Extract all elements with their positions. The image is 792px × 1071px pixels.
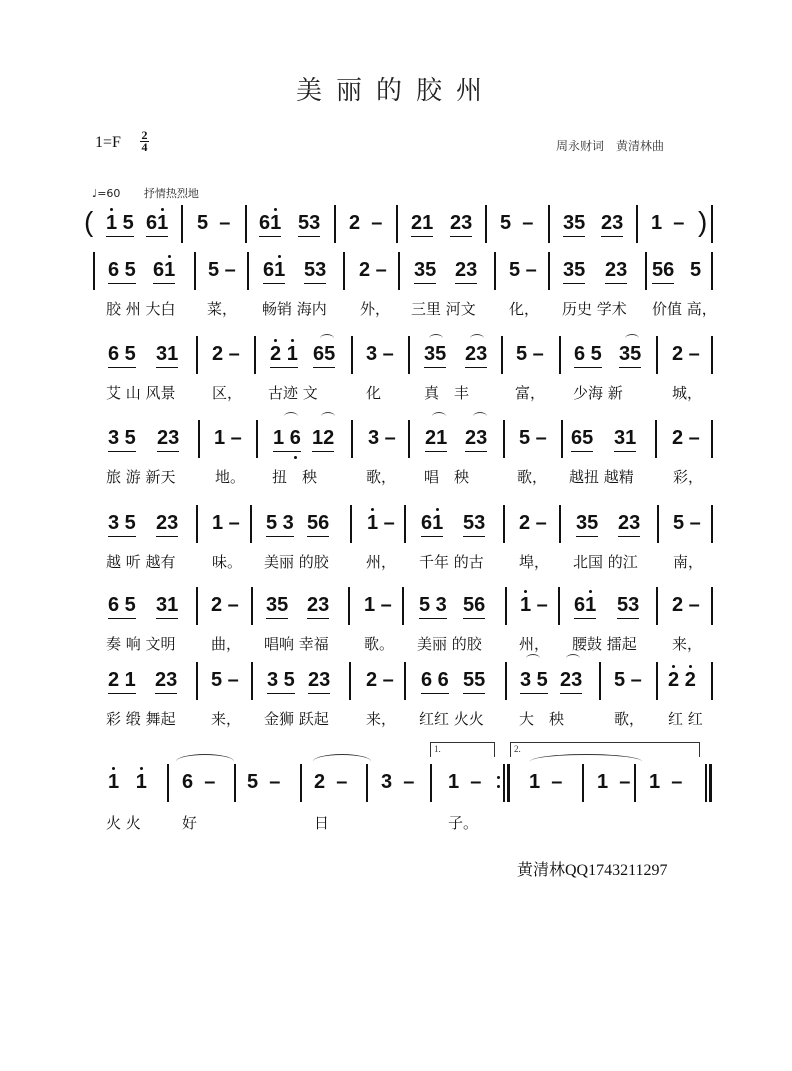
lyric: 历史 学术 <box>562 300 627 318</box>
note-group: 65 <box>313 342 335 368</box>
barline <box>251 587 253 625</box>
slur <box>432 412 446 421</box>
note-group: 21 <box>411 211 433 237</box>
lyric: 歌， <box>366 468 397 486</box>
barline <box>548 252 550 290</box>
note-group: 61 <box>421 511 443 537</box>
barline <box>430 764 432 802</box>
lyric: 金狮 跃起 <box>264 710 329 728</box>
note-group: 2 – <box>672 427 700 449</box>
lyric: 红红 火火 <box>419 710 484 728</box>
barline <box>194 252 196 290</box>
note-group: 23 <box>618 511 640 537</box>
note-group: 1 – <box>212 512 240 534</box>
tie <box>530 754 642 769</box>
note-group: 6 5 <box>108 593 136 619</box>
lyric: 日 <box>314 814 330 832</box>
note-group: 3 5 <box>108 426 136 452</box>
note-group: 6 5 <box>108 342 136 368</box>
barline <box>559 336 561 374</box>
slur <box>320 334 334 343</box>
lyric: 越 听 越有 <box>106 553 176 571</box>
barline <box>196 505 198 543</box>
lyric: 来， <box>366 710 397 728</box>
barline <box>505 662 507 700</box>
barline <box>196 587 198 625</box>
barline <box>256 420 258 458</box>
note-group: 1 – <box>520 594 548 616</box>
barline <box>351 420 353 458</box>
barline <box>561 420 563 458</box>
barline <box>711 587 713 625</box>
barline <box>198 420 200 458</box>
note-group: 35 <box>266 593 288 619</box>
barline <box>548 205 550 243</box>
barline <box>634 764 636 802</box>
credits: 周永财词 黄清林曲 <box>556 139 665 153</box>
lyric: 旅 游 新天 <box>106 468 176 486</box>
note-group: 2 – <box>519 512 547 534</box>
lyric: 美丽 的胶 <box>264 553 329 571</box>
barline <box>645 252 647 290</box>
note-group: 23 <box>601 211 623 237</box>
note-group: 53 <box>304 258 326 284</box>
lyric: 彩 缎 舞起 <box>106 710 176 728</box>
note-group: 5 – <box>197 212 231 234</box>
staff-row-2 <box>0 252 792 322</box>
note-group: 23 <box>455 258 477 284</box>
note-group: 5 – <box>614 669 642 691</box>
lyric: 州， <box>519 635 550 653</box>
note-group: 61 <box>153 258 175 284</box>
staff-row-3 <box>0 336 792 406</box>
barline <box>196 336 198 374</box>
barline <box>404 505 406 543</box>
staff-row-6 <box>0 587 792 657</box>
note-group: 31 <box>614 426 636 452</box>
lyric: 曲， <box>211 635 242 653</box>
barline <box>711 336 713 374</box>
time-top: 2 <box>141 128 148 142</box>
note-group: 31 <box>156 342 178 368</box>
note-group: 55 <box>463 668 485 694</box>
slur <box>429 334 443 343</box>
slur <box>284 412 298 421</box>
tempo-expression: 抒情热烈地 <box>143 187 199 200</box>
staff-row-4 <box>0 420 792 490</box>
barline <box>245 205 247 243</box>
note-group: 5 – <box>509 259 537 281</box>
barline <box>196 662 198 700</box>
open-paren: ( <box>84 206 94 237</box>
note-group: 5 – <box>519 427 547 449</box>
note-group: 5 – <box>500 212 534 234</box>
slur <box>625 334 639 343</box>
note-group: 3 5 <box>108 511 136 537</box>
barline <box>334 205 336 243</box>
barline <box>366 764 368 802</box>
song-title: 美丽的胶州 <box>295 76 496 106</box>
lyric: 三里 河文 <box>411 300 476 318</box>
lyric: 价值 高， <box>652 300 717 318</box>
note-group: 35 <box>414 258 436 284</box>
lyric: 艾 山 风景 <box>106 384 176 402</box>
note-group: 2 – <box>212 343 240 365</box>
note-group: 56 <box>307 511 329 537</box>
lyric: 歌。 <box>364 635 395 653</box>
lyric: 好 <box>182 814 198 832</box>
slur <box>473 412 487 421</box>
barline <box>558 587 560 625</box>
barline <box>711 252 713 290</box>
lyric: 歌， <box>614 710 645 728</box>
note-group: 23 <box>155 668 177 694</box>
lyric: 歌， <box>517 468 548 486</box>
note-group: 23 <box>450 211 472 237</box>
barline <box>408 336 410 374</box>
lyric: 化， <box>509 300 540 318</box>
lyric: 子。 <box>448 814 479 832</box>
close-paren: ) <box>698 206 708 237</box>
note-group: 2 1 <box>270 342 298 368</box>
lyric: 味。 <box>212 553 243 571</box>
lyric: 胶 州 大白 <box>106 300 176 318</box>
lyric: 城， <box>672 384 703 402</box>
staff-row-8 <box>0 744 792 834</box>
note-group: 6 5 <box>574 342 602 368</box>
barline <box>582 764 584 802</box>
repeat-barline <box>507 764 510 802</box>
barline <box>656 587 658 625</box>
lyric: 彩， <box>673 468 704 486</box>
note-group: 23 <box>560 668 582 694</box>
note-group: 1 5 <box>106 211 134 237</box>
barline <box>408 420 410 458</box>
lyric: 火 火 <box>106 814 141 832</box>
note-group: 31 <box>156 593 178 619</box>
note-group: 53 <box>463 511 485 537</box>
barline <box>636 205 638 243</box>
lyric: 地。 <box>215 468 246 486</box>
note-group: 6 – <box>182 771 216 793</box>
lyric: 州， <box>366 553 397 571</box>
barline <box>559 505 561 543</box>
note-group: 23 <box>605 258 627 284</box>
barline <box>656 662 658 700</box>
note-group: 12 <box>312 426 334 452</box>
barline <box>251 662 253 700</box>
lyric: 千年 的古 <box>419 553 484 571</box>
barline <box>404 662 406 700</box>
barline <box>711 505 713 543</box>
barline <box>656 336 658 374</box>
barline <box>711 420 713 458</box>
lyric: 来， <box>211 710 242 728</box>
staff-row-5 <box>0 505 792 575</box>
lyric: 来， <box>672 635 703 653</box>
tie <box>313 754 371 769</box>
volta-1 <box>430 742 495 757</box>
barline <box>181 205 183 243</box>
note-group: 1 – <box>597 771 631 793</box>
slur <box>321 412 335 421</box>
tie <box>176 754 234 769</box>
note-group: 35 <box>563 211 585 237</box>
lyric: 少海 新 <box>573 384 623 402</box>
volta-1-label: 1. <box>434 744 441 754</box>
note-group: 56 <box>463 593 485 619</box>
note-group: 35 <box>424 342 446 368</box>
barline <box>501 336 503 374</box>
note-group: 53 <box>298 211 320 237</box>
time-bottom: 4 <box>141 140 148 154</box>
lyric: 埠， <box>519 553 550 571</box>
barline <box>494 252 496 290</box>
barline <box>711 662 713 700</box>
barline <box>398 252 400 290</box>
volta-2-label: 2. <box>514 744 521 754</box>
note-group: 6 6 <box>421 668 449 694</box>
barline <box>505 587 507 625</box>
barline <box>503 505 505 543</box>
barline <box>657 505 659 543</box>
barline <box>349 662 351 700</box>
note-group: 2 – <box>314 771 348 793</box>
note-group: 23 <box>157 426 179 452</box>
note-group: 3 – <box>381 771 415 793</box>
note-group: 2 – <box>366 669 394 691</box>
barline <box>655 420 657 458</box>
note-group: 2 1 <box>108 668 136 694</box>
lyric: 化 <box>366 384 382 402</box>
note-group: 1 1 <box>108 771 147 793</box>
barline <box>503 764 505 802</box>
barline <box>485 205 487 243</box>
slur <box>566 654 580 663</box>
note-group: 35 <box>576 511 598 537</box>
note-group: 5 3 <box>266 511 294 537</box>
time-signature <box>140 130 149 153</box>
note-group: 5 – <box>211 669 239 691</box>
note-group: 5 – <box>208 259 236 281</box>
note-group: 1 – <box>364 594 392 616</box>
note-group: 23 <box>308 668 330 694</box>
note-group: 65 <box>571 426 593 452</box>
barline <box>343 252 345 290</box>
lyric: 外， <box>360 300 391 318</box>
lyric: 畅销 海内 <box>262 300 327 318</box>
lyric: 美丽 的胶 <box>417 635 482 653</box>
note-group: 53 <box>617 593 639 619</box>
slur <box>470 334 484 343</box>
tempo-mark: ♩=60 <box>92 187 121 200</box>
barline <box>250 505 252 543</box>
note-group: 35 <box>563 258 585 284</box>
note-group: 23 <box>307 593 329 619</box>
note-group: 2 – <box>672 343 700 365</box>
note-group: 2 2 <box>668 669 696 691</box>
note-group: 5 – <box>673 512 701 534</box>
barline <box>254 336 256 374</box>
key-signature: 1=F <box>95 134 121 151</box>
barline <box>167 764 169 802</box>
note-group: 1 – <box>214 427 242 449</box>
repeat-sign <box>497 776 500 794</box>
note-group: 23 <box>465 426 487 452</box>
note-group: 6 5 <box>108 258 136 284</box>
note-group: 61 <box>263 258 285 284</box>
note-group: 3 5 <box>520 668 548 694</box>
lyric: 富， <box>515 384 546 402</box>
note-group: 2 – <box>672 594 700 616</box>
note-group: 5 <box>690 259 702 281</box>
barline <box>503 420 505 458</box>
barline <box>396 205 398 243</box>
lyric: 扭 秧 <box>272 468 318 486</box>
note-group: 1 – <box>367 512 395 534</box>
note-group: 61 <box>146 211 168 237</box>
lyric: 区， <box>212 384 243 402</box>
barline <box>351 336 353 374</box>
lyric: 奏 响 文明 <box>106 635 176 653</box>
barline <box>599 662 601 700</box>
note-group: 21 <box>425 426 447 452</box>
note-group: 5 3 <box>419 593 447 619</box>
note-group: 61 <box>259 211 281 237</box>
barline <box>711 205 713 243</box>
lyric: 菜， <box>207 300 238 318</box>
lyric: 南， <box>673 553 704 571</box>
signature: 黄清林QQ1743211297 <box>517 862 668 879</box>
note-group: 2 – <box>359 259 387 281</box>
lyric: 真 丰 <box>424 384 470 402</box>
slur <box>526 654 540 663</box>
lyric: 腰鼓 擂起 <box>572 635 637 653</box>
lyric: 古迹 文 <box>268 384 318 402</box>
note-group: 35 <box>619 342 641 368</box>
note-group: 1 6 <box>273 426 301 452</box>
lyric: 大 秧 <box>519 710 565 728</box>
barline <box>93 252 95 290</box>
note-group: 2 – <box>349 212 383 234</box>
note-group: 3 – <box>366 343 394 365</box>
barline <box>234 764 236 802</box>
note-group: 1 – <box>651 212 685 234</box>
tempo <box>92 185 199 201</box>
lyric: 唱 秧 <box>424 468 470 486</box>
barline <box>402 587 404 625</box>
final-barline <box>709 764 712 802</box>
staff-row-7 <box>0 662 792 732</box>
note-group: 61 <box>574 593 596 619</box>
note-group: 5 – <box>247 771 281 793</box>
note-group: 1 – <box>649 771 683 793</box>
barline <box>247 252 249 290</box>
note-group: 23 <box>156 511 178 537</box>
note-group: 23 <box>465 342 487 368</box>
lyric: 唱响 幸福 <box>264 635 329 653</box>
barline <box>350 505 352 543</box>
note-group: 1 – <box>529 771 563 793</box>
note-group: 5 – <box>516 343 544 365</box>
lyric: 越扭 越精 <box>569 468 634 486</box>
note-group: 1 – <box>448 771 482 793</box>
note-group: 3 5 <box>267 668 295 694</box>
barline <box>348 587 350 625</box>
barline <box>300 764 302 802</box>
note-group: 3 – <box>368 427 396 449</box>
lyric: 红 红 <box>668 710 703 728</box>
note-group: 56 <box>652 258 674 284</box>
barline <box>705 764 707 802</box>
lyric: 北国 的江 <box>573 553 638 571</box>
note-group: 2 – <box>211 594 239 616</box>
